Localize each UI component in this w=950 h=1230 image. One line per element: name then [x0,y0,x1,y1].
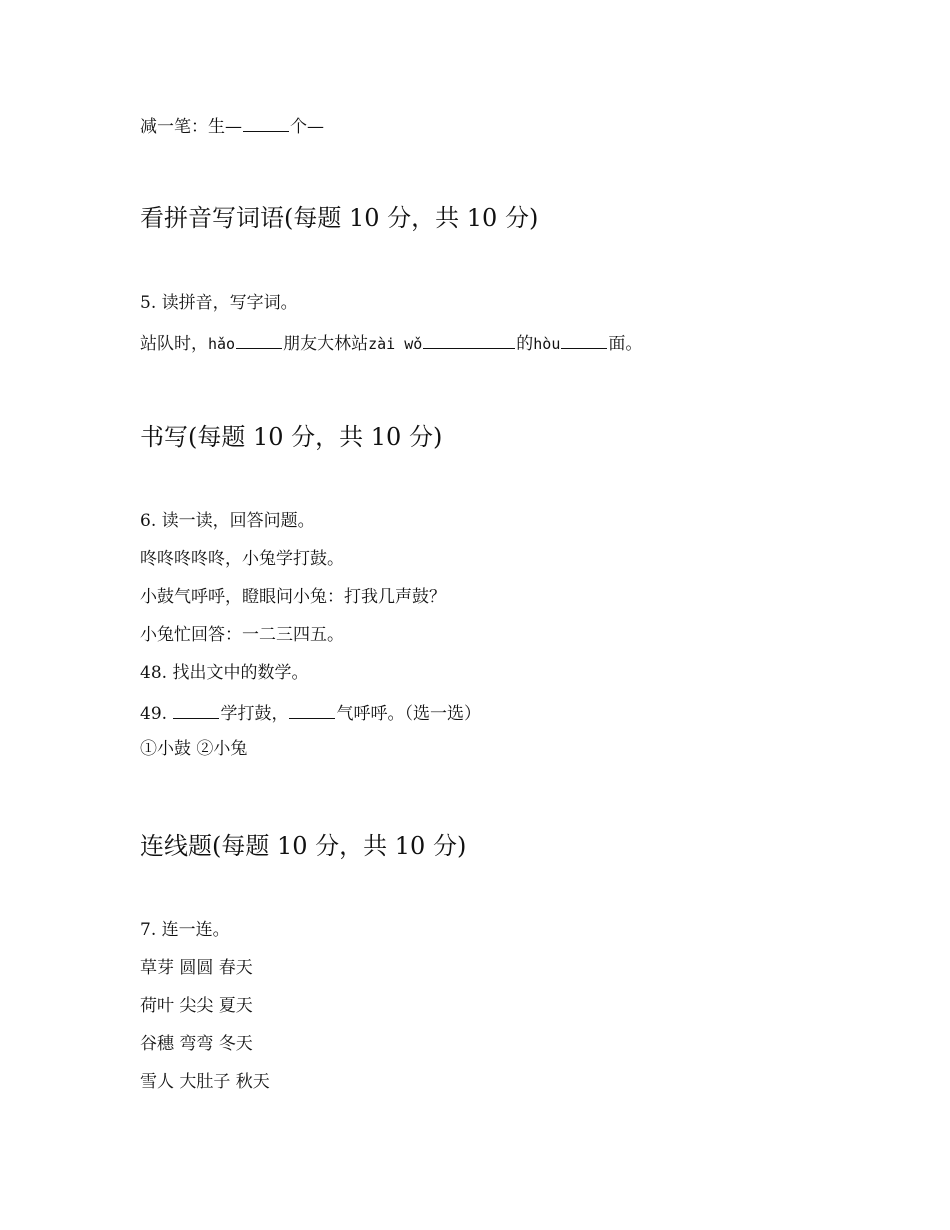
q5-title: 5. 读拼音，写字词。 [140,293,298,313]
q48-title: 48. 找出文中的数学。 [140,663,309,683]
q4-suffix: 个— [290,117,324,137]
q5-sentence [140,330,642,355]
q4-answer-blank[interactable] [243,113,289,132]
q5-pinyin-3: hòu [533,335,561,353]
section-heading-pinyin: 看拼音写词语(每题 10 分，共 10 分) [140,204,539,232]
q7-title: 7. 连一连。 [140,920,230,940]
q49-options: ①小鼓 ②小兔 [140,739,248,759]
matching-row: 雪人 大肚子 秋天 [140,1072,270,1092]
q5-blank-2[interactable] [423,330,515,349]
q5-blank-1[interactable] [236,330,282,349]
section-heading-writing: 书写(每题 10 分，共 10 分) [140,423,443,451]
q49-number: 49. [140,704,173,724]
matching-row: 谷穗 弯弯 冬天 [140,1034,253,1054]
q5-part3: 的 [516,334,534,354]
q49-sentence [140,700,481,725]
q5-part4: 面。 [608,334,643,354]
q49-blank-1[interactable] [173,700,219,719]
q5-pinyin-2: zài wǒ [368,335,423,353]
q4-prefix: 减一笔：生— [140,117,242,137]
q49-blank-2[interactable] [289,700,335,719]
q4-subtract-stroke [140,113,324,138]
poem-line-3: 小兔忙回答：一二三四五。 [140,625,344,645]
q5-part2: 朋友大林站 [283,334,369,354]
section-heading-matching: 连线题(每题 10 分，共 10 分) [140,832,467,860]
q6-title: 6. 读一读，回答问题。 [140,511,315,531]
poem-line-2: 小鼓气呼呼，瞪眼问小兔：打我几声鼓？ [140,587,446,607]
q49-part2: 气呼呼。（选一选） [336,704,481,724]
q49-part1: 学打鼓， [220,704,289,724]
q5-part1: 站队时， [140,334,208,354]
poem-line-1: 咚咚咚咚咚，小兔学打鼓。 [140,549,344,569]
q5-pinyin-1: hǎo [208,335,236,353]
matching-row: 荷叶 尖尖 夏天 [140,996,253,1016]
q5-blank-3[interactable] [561,330,607,349]
matching-row: 草芽 圆圆 春天 [140,958,253,978]
